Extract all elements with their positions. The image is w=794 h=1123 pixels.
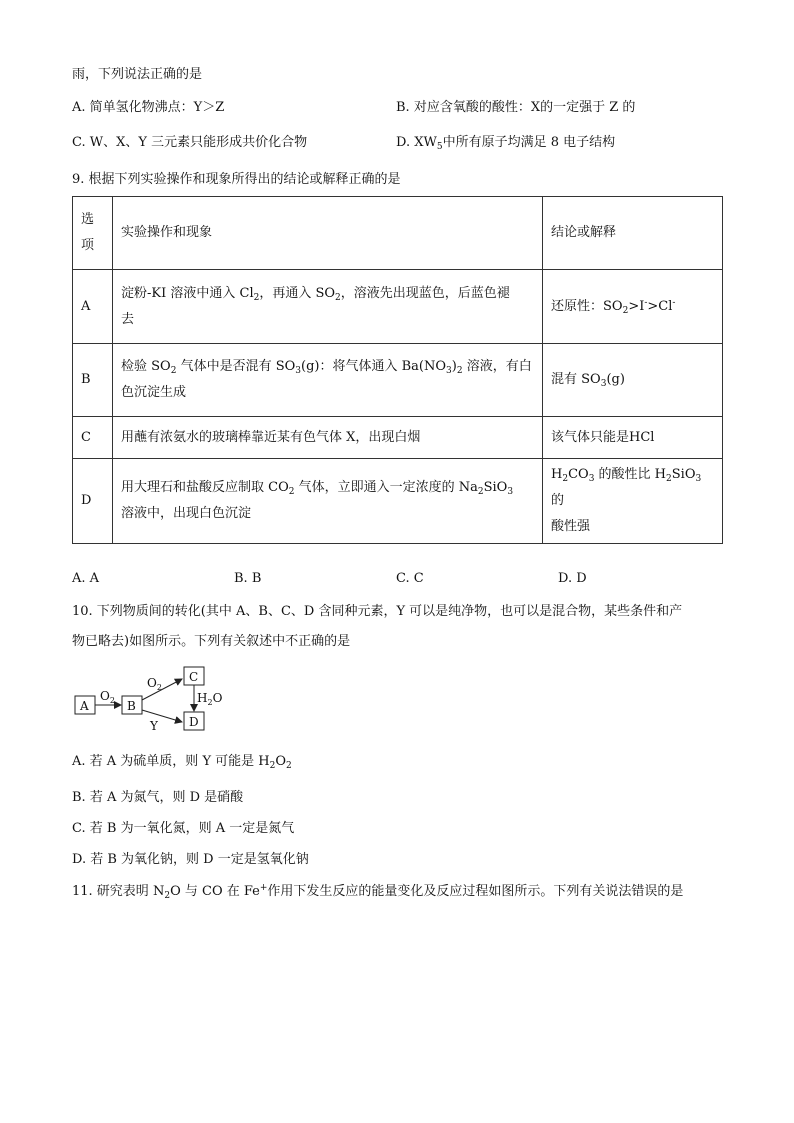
q8-option-c: C. W、X、Y 三元素只能形成共价化合物	[72, 135, 308, 150]
q9-answer-c: C. C	[396, 571, 424, 586]
q10-conversion-diagram	[70, 662, 230, 738]
label-d: D	[189, 715, 199, 729]
label-h2o: $H_2O$	[197, 691, 223, 707]
row-conclusion: 该气体只能是HCl	[543, 417, 723, 459]
q8-stem-tail: 雨，下列说法正确的是	[72, 67, 203, 82]
q10-stem-line2: 物已略去)如图所示。下列有关叙述中不正确的是	[72, 634, 351, 649]
row-operation: 用蘸有浓氨水的玻璃棒靠近某有色气体 X，出现白烟	[113, 417, 543, 459]
row-operation: 用大理石和盐酸反应制取 $CO_2$ 气体，立即通入一定浓度的 $Na_2SiO_3$ 溶液中，出现白色沉淀	[113, 459, 543, 544]
table-row	[73, 459, 723, 544]
q10-option-d: D. 若 B 为氧化钠，则 D 一定是氢氧化钠	[72, 852, 309, 867]
label-c: C	[189, 670, 199, 684]
row-conclusion: 还原性：$SO_2>I^->Cl^-$	[543, 270, 723, 344]
q10-stem-line1: 10. 下列物质间的转化(其中 A、B、C、D 含同种元素，Y 可以是纯净物，也可以是混合物，某些条件和产	[72, 604, 683, 619]
label-y: Y	[150, 719, 158, 733]
q9-answer-b: B. B	[234, 571, 262, 586]
row-option: D	[73, 459, 113, 544]
row-option: A	[73, 270, 113, 344]
table-header-row	[73, 197, 723, 270]
label-b: B	[127, 699, 136, 713]
row-operation: 检验 $SO_2$ 气体中是否混有 $SO_3(g)$：将气体通入 $Ba(NO_3)_2$ 溶液，有白 色沉淀生成	[113, 344, 543, 417]
q11-stem: 11. 研究表明 $N_2O$ 与 CO 在 Fe+作用下发生反应的能量变化及反应过程如图所示。下列有关说法错误的是	[72, 883, 684, 901]
q10-option-c: C. 若 B 为一氧化氮，则 A 一定是氮气	[72, 821, 295, 836]
table-row	[73, 270, 723, 344]
row-conclusion: 混有 $SO_3(g)$	[543, 344, 723, 417]
label-o2-first: $O_2$	[100, 689, 115, 705]
row-option: C	[73, 417, 113, 459]
table-row	[73, 344, 723, 417]
q9-answer-a: A. A	[72, 571, 100, 586]
q8-option-b: B. 对应含氧酸的酸性：X的一定强于 Z 的	[396, 100, 636, 115]
arrow-b-to-d	[142, 710, 182, 722]
header-operation: 实验操作和现象	[113, 197, 543, 270]
q9-answer-d: D. D	[558, 571, 587, 586]
label-o2-second: $O_2$	[147, 676, 162, 692]
q10-option-b: B. 若 A 为氮气，则 D 是硝酸	[72, 790, 244, 805]
row-option: B	[73, 344, 113, 417]
table-row	[73, 417, 723, 459]
row-conclusion: $H_2CO_3$ 的酸性比 $H_2SiO_3$ 的 酸性强	[543, 459, 723, 544]
q9-stem: 9. 根据下列实验操作和现象所得出的结论或解释正确的是	[72, 172, 401, 187]
q10-option-a: A. 若 A 为硫单质，则 Y 可能是 $H_2O_2$	[72, 754, 292, 771]
q8-option-d: D. $XW_5$中所有原子均满足 8 电子结构	[396, 135, 616, 152]
label-a: A	[80, 699, 89, 713]
header-conclusion: 结论或解释	[543, 197, 723, 270]
q8-option-a: A. 简单氢化物沸点：Y＞Z	[72, 100, 225, 115]
q9-experiment-table	[72, 196, 723, 544]
header-option: 选 项	[73, 197, 113, 270]
row-operation: 淀粉-KI 溶液中通入 $Cl_2$，再通入 $SO_2$，溶液先出现蓝色，后蓝色褪 去	[113, 270, 543, 344]
